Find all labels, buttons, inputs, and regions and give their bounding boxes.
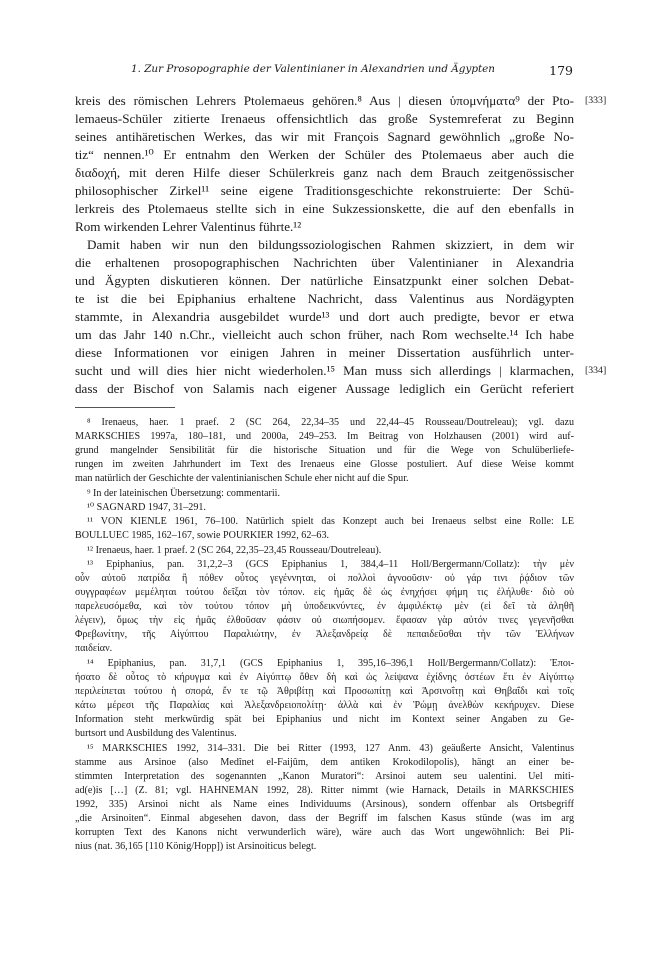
running-title: 1. Zur Prosopographie der Valentinianer in Alexandrien und Ägypten bbox=[131, 63, 495, 75]
footnote-line: „die Arsinoiten“. Einmal abgesehen davon, dass der Begriff im falschen Kasus stünde (was im arg bbox=[75, 813, 574, 824]
body-line: diese Informationen vor einigen Jahren in meiner Dissertation ausführlich unter- bbox=[75, 345, 574, 360]
footnote-line: stimmten Interpretation des sogenannten „Kanon Muratori“: Arsinoi autem seu ualentini. Uel miti- bbox=[75, 771, 574, 782]
body-line: kreis des römischen Lehrers Ptolemaeus gehören.⁸ Aus | diesen ὑπομνήματα⁹ der Pto- bbox=[75, 93, 574, 108]
margin-page-ref: [333] bbox=[585, 95, 607, 106]
body-line: dass der Bischof von Salamis nach eigener Aussage lediglich ein Gerücht referiert bbox=[75, 381, 574, 396]
body-line: seines antihäretischen Werkes, das wir mit François Sagnard gewöhnlich „große No- bbox=[75, 129, 574, 144]
body-line: tiz“ nennen.¹⁰ Er entnahm den Werken der Schüler des Ptolemaeus aber auch die bbox=[75, 147, 574, 162]
body-line: stammte, in Alexandria ausgebildet wurde¹³ und dort auch predigte, bevor er etwa bbox=[75, 309, 574, 324]
footnote-line: ¹⁵ MARKSCHIES 1992, 314–331. Die bei Ritter (1993, 127 Anm. 43) geäußerte Ansicht, Valentinus bbox=[87, 743, 574, 754]
footnote-line: παιδείαν. bbox=[75, 643, 113, 654]
footnote-line: ήσατο δὲ οὗτος τὸ κήρυγμα καὶ ἐν Αἰγύπτῳ ὅθεν δὴ καὶ ὡς λείψανα ἐχίδνης ὀστέων ἔτι ἐν Αἰγύπτῳ bbox=[75, 672, 574, 683]
footnote-line: Φρεβωνίτην, τῆς Αἰγύπτου Παραλιώτην, ἐν Ἀλεξανδρείᾳ δὲ πεπαιδεῦσθαι τὴν τῶν Ἑλλήνων bbox=[75, 629, 574, 640]
footnote-line: ad(e)is […] (Z. 81; vgl. HAHNEMAN 1992, 28). Ritter nimmt (wie Harnack, Details in MARKSCHIES bbox=[75, 785, 574, 796]
footnote-line: ¹³ Epiphanius, pan. 31,2,2–3 (GCS Epiphanius 1, 384,4–11 Holl/Bergermann/Collatz): τὴν μὲν bbox=[87, 559, 574, 570]
footnote-line: παρελευσόμεθα, καὶ τὸν τούτου τόπον μὴ ὑποδεικνύντες, ἐν ἀμφιλέκτῳ μὲν (εἰ δεῖ τὰ ἀληθῆ bbox=[75, 601, 574, 612]
footnote-line: Information steht merkwürdig spät bei Epiphanius und nicht im Kontext seiner Angaben zu Ge- bbox=[75, 714, 574, 725]
body-line: lemaeus-Schüler zitierte Irenaeus offensichtlich das große Systemreferat zu Beginn bbox=[75, 111, 574, 126]
margin-page-ref: [334] bbox=[585, 365, 607, 376]
footnote-line: ¹⁰ SAGNARD 1947, 31–291. bbox=[87, 502, 206, 513]
body-line: um das Jahr 140 n.Chr., vielleicht auch schon früher, nach Rom wechselte.¹⁴ Ich habe bbox=[75, 327, 574, 342]
footnote-line: stamme aus Arsinoe (also Medînet el-Faijûm, dem antiken Krokodilopolis), hängt an einer be- bbox=[75, 757, 574, 768]
footnote-separator bbox=[75, 407, 175, 408]
body-line: die erhaltenen prosopographischen Nachrichten über Valentinianer in Alexandria bbox=[75, 255, 574, 270]
footnote-line: ⁸ Irenaeus, haer. 1 praef. 2 (SC 264, 22,34–35 und 22,44–45 Rousseau/Doutreleau); vgl. dazu bbox=[87, 417, 574, 428]
body-line: sucht und will dies hier nicht wiederholen.¹⁵ Man muss sich allerdings | klarmachen, bbox=[75, 363, 574, 378]
footnote-line: nius (nat. 36,165 [110 König/Hopp]) ist Arsinoiticus belegt. bbox=[75, 841, 317, 852]
footnote-line: rungen im zweiten Jahrhundert im Text des Irenaeus eine Glosse postuliert. Auf diese Weise kommt bbox=[75, 459, 574, 470]
footnote-line: BOULLUEC 1985, 162–167, sowie POURKIER 1992, 62–63. bbox=[75, 530, 330, 541]
footnote-line: ¹⁴ Epiphanius, pan. 31,7,1 (GCS Epiphanius 1, 395,16–396,1 Holl/Bergermann/Collatz): Ἐποι- bbox=[87, 658, 574, 669]
page-number: 179 bbox=[549, 63, 573, 78]
footnote-line: burtsort und Ausbildung des Valentinus. bbox=[75, 728, 237, 739]
body-line: Rom wirkenden Lehrer Valentinus führte.¹² bbox=[75, 219, 302, 234]
footnote-line: κάτω μέρεσι τῆς Παραλίας καὶ Ἀλεξανδρειοπολίτῃ· ἀλλὰ καὶ ἐν Ῥώμῃ ἀνελθὼν κεκήρυχεν. Diese bbox=[75, 700, 574, 711]
footnote-line: συγγραφέων μεμέληται τούτου δεῖξαι τὸν τόπον. εἰς ἡμᾶς δὲ ὡς ἐνηχήσει φήμη τις ἐλήλυθε· διὸ οὐ bbox=[75, 587, 574, 598]
body-line: διαδοχή, mit deren Hilfe dieser Schülerkreis ganz nach dem Brauch zeitgenössischer bbox=[75, 165, 574, 180]
footnote-line: ¹² Irenaeus, haer. 1 praef. 2 (SC 264, 22,35–23,45 Rousseau/Doutreleau). bbox=[87, 545, 382, 556]
body-line: lerkreis des Ptolemaeus stellte sich in eine Sukzessionskette, die auf den ebenfalls in bbox=[75, 201, 574, 216]
footnote-line: λέγειν), ὅμως τὴν εἰς ἡμᾶς ἐλθοῦσαν φάσιν οὐ σιωπήσομεν. ἔφασαν γὰρ αὐτόν τινες γεγενῆσθαι bbox=[75, 615, 574, 626]
footnote-line: 1992, 335) Arsinoi nicht als Name eines Individuums (Arsinous), sondern offenbar als Ortsbegriff bbox=[75, 799, 574, 810]
running-header bbox=[75, 63, 573, 79]
body-line: Damit haben wir nun den bildungssoziologischen Rahmen skizziert, in dem wir bbox=[87, 237, 574, 252]
footnote-line: περιλείπεται τούτου ἡ σπορά, ἔν τε τῷ Ἀθριβίτῃ καὶ Προσωπίτῃ καὶ Ἀρσινοΐτῃ καὶ Θηβαΐδι καὶ τοῖς bbox=[75, 686, 574, 697]
footnote-line: οὖν αὐτοῦ πατρίδα ἢ πόθεν οὗτος γεγέννηται, οἱ πολλοὶ ἀγνοοῦσιν· οὐ γάρ τινι ῥᾴδιον τῶν bbox=[75, 573, 574, 584]
body-line: philosophischer Zirkel¹¹ seine eigene Traditionsgeschichte rekonstruierte: Der Schü- bbox=[75, 183, 574, 198]
footnote-line: grund mangelnder Sensibilität für die historische Situation und für die Wege von Schulüberliefe- bbox=[75, 445, 574, 456]
body-line: te ist die bei Epiphanius erhaltene Nachricht, dass Valentinus aus Nordägypten bbox=[75, 291, 574, 306]
footnote-line: ⁹ In der lateinischen Übersetzung: commentarii. bbox=[87, 488, 280, 499]
body-line: und Ägypten diskutieren können. Der natürliche Einsatzpunkt einer solchen Debat- bbox=[75, 273, 574, 288]
footnote-line: ¹¹ VON KIENLE 1961, 76–100. Natürlich spielt das Konzept auch bei Irenaeus selbst eine Rolle: LE bbox=[87, 516, 574, 527]
footnote-line: MARKSCHIES 1997a, 180–181, und 2000a, 249–253. Im Beitrag von Holzhausen (2001) wird auf- bbox=[75, 431, 574, 442]
footnote-line: man natürlich der Geschichte der valentinianischen Schule eher nicht auf die Spur. bbox=[75, 473, 409, 484]
footnote-line: korrupten Text des Kanons nicht verwunderlich wäre), wäre auch das Wort ungewöhnlich: Bei Pli- bbox=[75, 827, 574, 838]
